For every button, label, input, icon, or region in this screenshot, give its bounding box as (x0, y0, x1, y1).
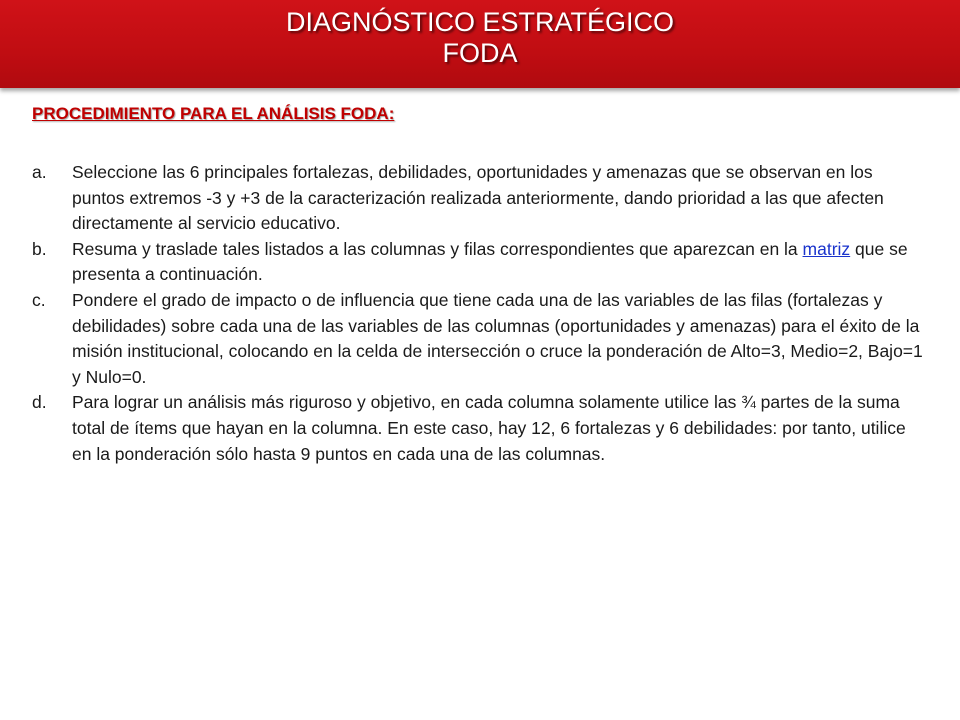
procedure-step-a (32, 160, 928, 237)
step-marker: d. (32, 392, 47, 413)
step-text: Pondere el grado de impacto o de influencia que tiene cada una de las variables de las filas (fortalezas y debilidades) sobre cada una de las variables de las columnas (oportunidades y amenazas) para el éxito de la misión institucional, colocando en la celda de intersección o cruce la ponderación de Alto=3, Medio=2, Bajo=1 y Nulo=0. (72, 289, 923, 387)
step-text-after-link: que se presenta a continuación. (72, 238, 908, 285)
matriz-link[interactable]: matriz (802, 238, 851, 259)
title-line-2: FODA (442, 38, 518, 68)
step-marker: a. (32, 162, 47, 182)
procedure-step-c (32, 288, 928, 390)
title-line-1: DIAGNÓSTICO ESTRATÉGICO (285, 7, 675, 37)
step-text: Para lograr un análisis más riguroso y objetivo, en cada columna solamente utilice las ¾ partes de la suma total de ítems que hayan en la columna. En este caso, hay 12, 6 fortalezas y 6 debilidades: por tanto, utilice en la ponderación sólo hasta 9 puntos en cada una de las columnas. (72, 392, 906, 464)
procedure-step-d (32, 390, 928, 467)
step-marker: b. (32, 238, 47, 259)
step-text-before-link: Resuma y traslade tales listados a las columnas y filas correspondientes que aparezcan en la (72, 238, 803, 259)
step-text: Seleccione las 6 principales fortalezas, debilidades, oportunidades y amenazas que se observan en los puntos extremos -3 y +3 de la caracterización realizada anteriormente, dando prioridad a las que afecten directamente al servicio educativo. (72, 162, 884, 234)
procedure-step-b (32, 237, 928, 288)
section-heading: PROCEDIMIENTO PARA EL ANÁLISIS FODA: (32, 104, 395, 123)
title-banner (0, 0, 960, 88)
step-marker: c. (32, 289, 46, 310)
procedure-list (32, 160, 928, 467)
